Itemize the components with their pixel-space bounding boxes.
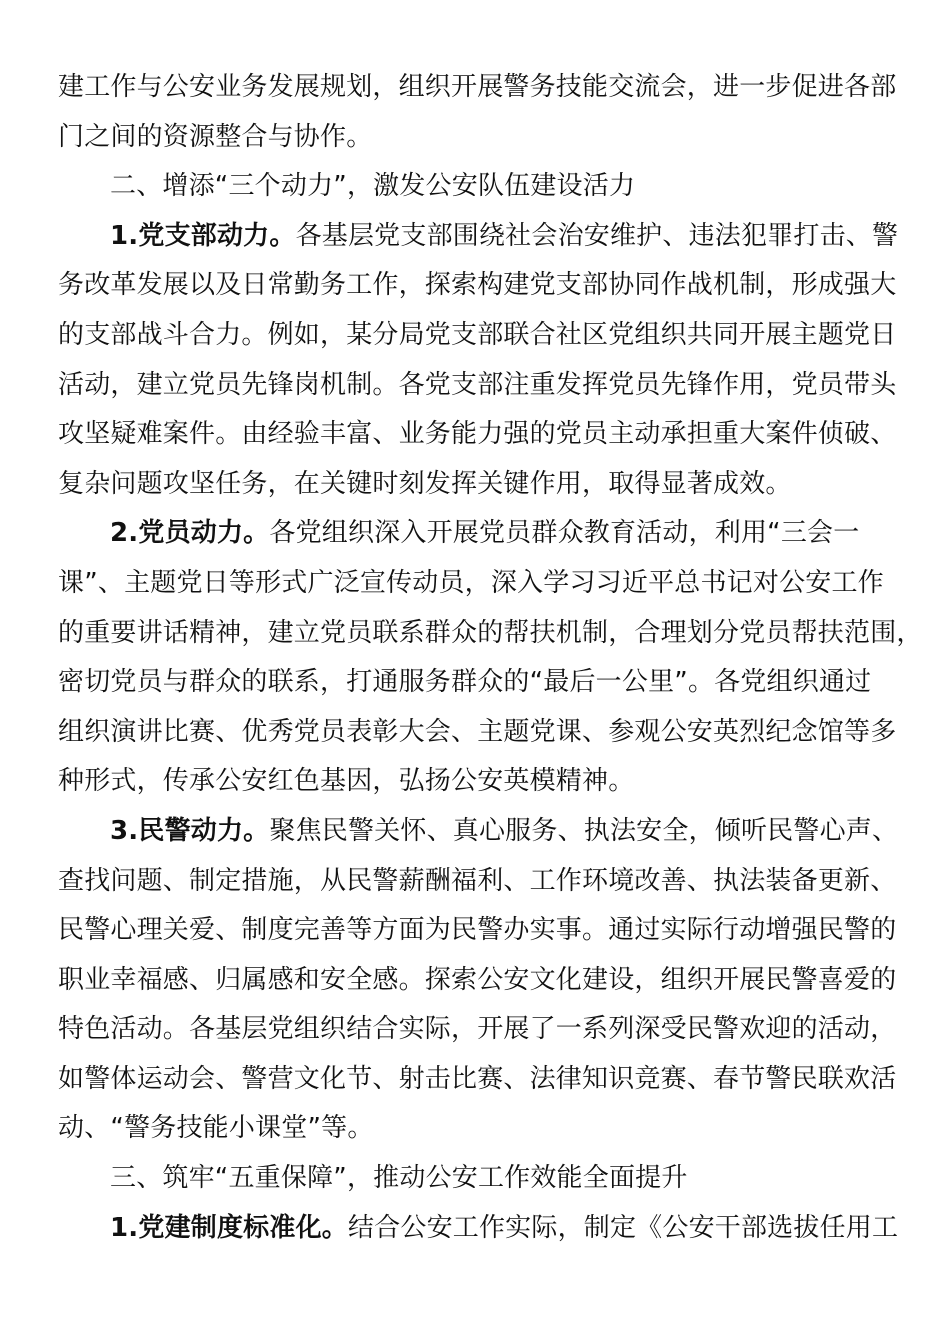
section-heading-three: [58, 1154, 892, 1204]
text-line: 组织演讲比赛、优秀党员表彰大会、主题党课、参观公安英烈纪念馆等多: [58, 716, 897, 747]
paragraph-police-power: [58, 807, 899, 1154]
text-fragment: 各基层党支部围绕社会治安维护、违法犯罪打击、警: [295, 220, 899, 251]
paragraph-continuation: [58, 63, 897, 162]
text-line: 的支部战斗合力。例如，某分局党支部联合社区党组织共同开展主题党日: [58, 319, 897, 350]
text-line: 的重要讲话精神，建立党员联系群众的帮扶机制，合理划分党员帮扶范围，: [58, 617, 923, 648]
text-line: 复杂问题攻坚任务，在关键时刻发挥关键作用，取得显著成效。: [58, 468, 792, 499]
paragraph-lead: 2.党员动力。: [110, 518, 270, 549]
section-heading: 二、增添“三个动力”，激发公安队伍建设活力: [110, 171, 636, 202]
text-line-first: [58, 807, 899, 857]
text-fragment: 各党组织深入开展党员群众教育活动，利用“三会一: [269, 518, 860, 549]
text-line: 攻坚疑难案件。由经验丰富、业务能力强的党员主动承担重大案件侦破、: [58, 419, 897, 450]
text-line-first: [58, 509, 892, 559]
text-line-first: [58, 212, 899, 262]
text-line: 课”、主题党日等形式广泛宣传动员，深入学习习近平总书记对公安工作: [58, 567, 884, 598]
document-page: [58, 63, 923, 1253]
text-line: 民警心理关爱、制度完善等方面为民警办实事。通过实际行动增强民警的: [58, 915, 897, 946]
paragraph-lead: 1.党支部动力。: [110, 220, 296, 251]
paragraph-member-power: [58, 509, 923, 807]
text-line: 建工作与公安业务发展规划，组织开展警务技能交流会，进一步促进各部: [58, 72, 897, 102]
text-line: 密切党员与群众的联系，打通服务群众的“最后一公里”。各党组织通过: [58, 667, 872, 698]
text-line-first: [58, 1204, 899, 1254]
text-line: 门之间的资源整合与协作。: [58, 121, 373, 152]
paragraph-system-standardization: [58, 1204, 899, 1254]
text-line: 特色活动。各基层党组织结合实际，开展了一系列深受民警欢迎的活动，: [58, 1014, 897, 1045]
text-line: 种形式，传承公安红色基因，弘扬公安英模精神。: [58, 766, 635, 797]
text-fragment: 结合公安工作实际，制定《公安干部选拔任用工: [347, 1212, 899, 1243]
text-line: 如警体运动会、警营文化节、射击比赛、法律知识竞赛、春节警民联欢活: [58, 1063, 897, 1094]
text-line: 查找问题、制定措施，从民警薪酬福利、工作环境改善、执法装备更新、: [58, 865, 897, 896]
text-fragment: 聚焦民警关怀、真心服务、执法安全，倾听民警心声、: [269, 815, 899, 846]
text-line: 活动，建立党员先锋岗机制。各党支部注重发挥党员先锋作用，党员带头: [58, 369, 897, 400]
section-heading-two: [58, 162, 892, 212]
text-line: 动、“警务技能小课堂”等。: [58, 1113, 374, 1144]
paragraph-branch-power: [58, 212, 899, 510]
text-line: 职业幸福感、归属感和安全感。探索公安文化建设，组织开展民警喜爱的: [58, 964, 897, 995]
paragraph-lead: 3.民警动力。: [110, 815, 270, 846]
paragraph-lead: 1.党建制度标准化。: [110, 1212, 348, 1243]
section-heading: 三、筑牢“五重保障”，推动公安工作效能全面提升: [110, 1163, 688, 1194]
text-line: 务改革发展以及日常勤务工作，探索构建党支部协同作战机制，形成强大: [58, 270, 897, 301]
